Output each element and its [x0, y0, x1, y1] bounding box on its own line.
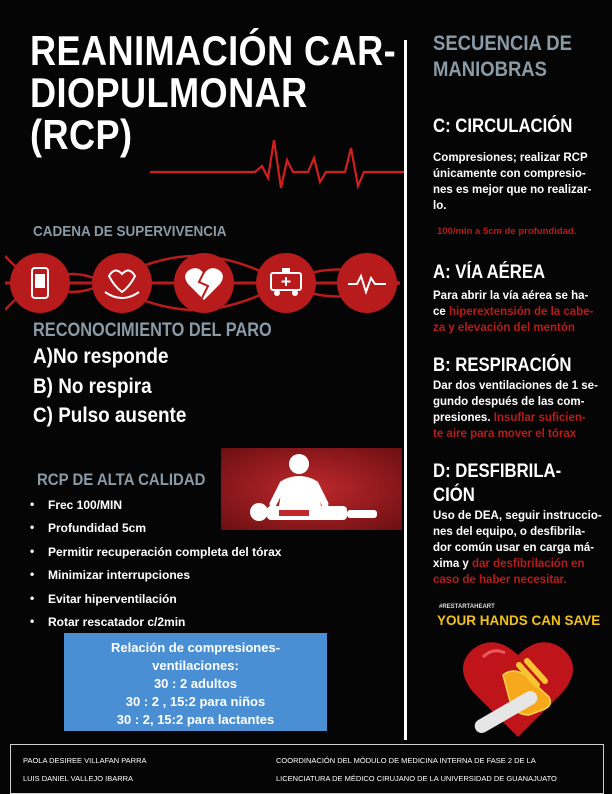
b-body-line: gundo después de las com- [433, 396, 585, 408]
footer-institution-1: COORDINACIÓN DEL MÓDULO DE MEDICINA INTERNA DE FASE 2 DE LA [276, 756, 536, 765]
broken-heart-icon [174, 253, 234, 313]
d-body-line: nes del equipo, o desfibrila- [433, 526, 586, 538]
list-item: • Minimizar interrupciones [30, 568, 281, 591]
reco-item-a: A)No responde [33, 345, 169, 368]
heart-slogan: YOUR HANDS CAN SAVE [437, 613, 601, 628]
ratio-line-5: 30 : 2, 15:2 para lactantes [116, 712, 275, 727]
list-item: • Frec 100/MIN [30, 498, 281, 521]
c-body-line: Compresiones; realizar RCP [433, 152, 588, 164]
b-body [433, 378, 603, 442]
d-body-highlight: caso de haber necesitar. [433, 574, 567, 586]
footer-institution-2: LICENCIATURA DE MÉDICO CIRUJANO DE LA UNIVERSIDAD DE GUANAJUATO [276, 774, 557, 783]
a-body-text: ce [433, 306, 449, 318]
hands-heart-icon [92, 253, 152, 313]
pulse-icon [337, 253, 397, 313]
reconocimiento-title: RECONOCIMIENTO DEL PARO [33, 320, 272, 341]
ratio-line-3: 30 : 2 adultos [153, 676, 238, 691]
phone-icon [10, 253, 70, 313]
c-heading: C: CIRCULACIÓN [433, 116, 573, 137]
d-body [433, 508, 603, 588]
c-body-line: nes es mejor que no realizar- [433, 184, 592, 196]
d-heading-line-1: D: DESFIBRILA- [433, 461, 562, 482]
ratio-line-1: Relación de compresiones- [110, 640, 281, 655]
d-heading [433, 460, 561, 508]
ecg-line-icon [150, 120, 404, 200]
title-line-3: (RCP) [30, 111, 133, 158]
b-body-text: presiones. [433, 412, 494, 424]
list-item: • Evitar hiperventilación [30, 592, 281, 615]
b-body-line: Dar dos ventilaciones de 1 se- [433, 380, 598, 392]
d-body-text: xima y [433, 558, 472, 570]
c-body-line: lo. [433, 200, 447, 212]
b-heading: B: RESPIRACIÓN [433, 355, 572, 376]
a-body-highlight: za y elevación del mentón [433, 322, 575, 334]
c-body-line: únicamente con compresio- [433, 168, 586, 180]
d-body-line: dor común usar en carga má- [433, 542, 595, 554]
ambulance-icon [256, 253, 316, 313]
secuencia-title-line-2: MANIOBRAS [433, 58, 547, 81]
b-body-highlight: Insuflar suficien- [493, 412, 586, 424]
rcp-title: RCP DE ALTA CALIDAD [37, 470, 206, 489]
chain-of-survival [5, 248, 400, 318]
title-line-1: REANIMACIÓN CAR- [30, 27, 397, 74]
vertical-divider [404, 40, 407, 740]
c-body [433, 150, 603, 214]
footer [10, 744, 604, 794]
ratio-line-4: 30 : 2 , 15:2 para niños [125, 694, 266, 709]
list-item: • Rotar rescatador c/2min [30, 615, 281, 638]
d-body-highlight: dar desfibrilación en [472, 558, 585, 570]
a-heading: A: VÍA AÉREA [433, 262, 546, 283]
d-heading-line-2: CIÓN [433, 485, 475, 506]
b-body-highlight: te aire para mover el tórax [433, 428, 577, 440]
rcp-quality-list [30, 498, 281, 638]
title-line-2: DIOPULMONAR [30, 69, 308, 116]
reco-item-b: B) No respira [33, 375, 152, 398]
list-item: • Permitir recuperación completa del tórax [30, 545, 281, 568]
secuencia-title-line-1: SECUENCIA DE [433, 32, 572, 55]
cadena-title: CADENA DE SUPERVIVENCIA [33, 223, 227, 240]
secuencia-title [433, 31, 583, 83]
ratio-box [64, 633, 327, 731]
heart-hands-graphic [433, 597, 603, 737]
heart-hashtag: #RESTARTAHEART [439, 604, 495, 610]
a-body-line: Para abrir la vía aérea se ha- [433, 290, 589, 302]
list-item: • Profundidad 5cm [30, 521, 281, 544]
footer-author-2: LUIS DANIEL VALLEJO IBARRA [23, 774, 134, 783]
footer-author-1: PAOLA DESIREE VILLAFAN PARRA [23, 756, 147, 765]
ratio-line-2: ventilaciones: [152, 658, 239, 673]
a-body-highlight: hiperextensión de la cabe- [449, 306, 594, 318]
d-body-line: Uso de DEA, seguir instruccio- [433, 510, 602, 522]
a-body [433, 288, 603, 336]
c-note: 100/min a 5cm de profundidad. [437, 226, 577, 237]
reco-item-c: C) Pulso ausente [33, 404, 187, 427]
